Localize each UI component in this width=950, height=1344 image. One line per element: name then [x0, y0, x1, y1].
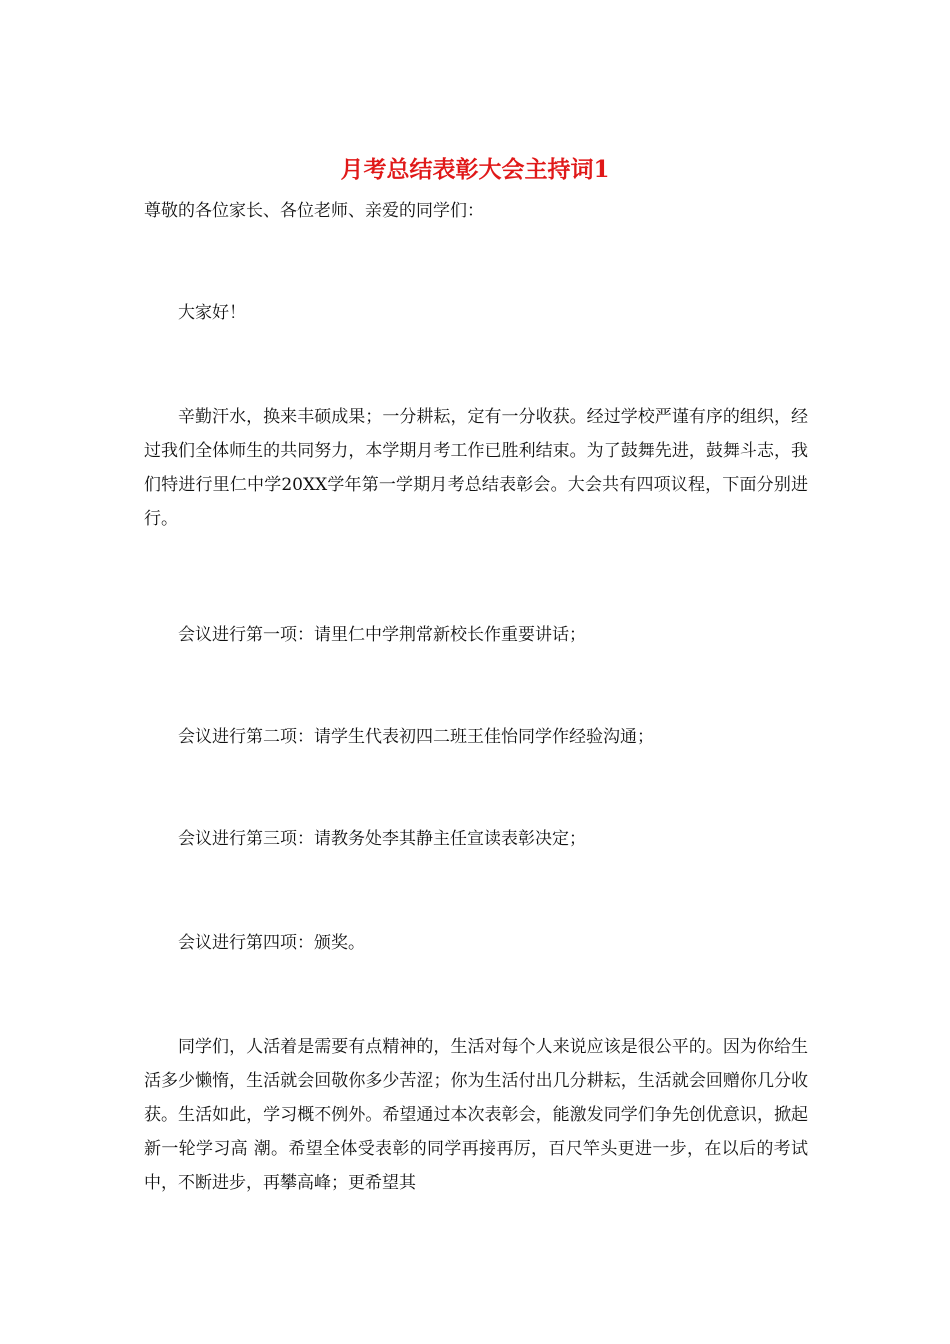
agenda-item-2: 会议进行第二项：请学生代表初四二班王佳怡同学作经验沟通；	[178, 727, 654, 747]
paragraph-closing: 同学们，人活着是需要有点精神的，生活对每个人来说应该是很公平的。因为你给生活多少懒惰，生活就会回敬你多少苦涩；你为生活付出几分耕耘，生活就会回赠你几分收获。生活如此，学习概不例外。希望通过本次表彰会，能激发同学们争先创优意识，掀起新一轮学习高 潮。希望全体受表彰的同学再接再厉，百尺竿头更进一步，在以后的考试中，不断进步，再攀高峰；更希望其	[144, 1037, 808, 1193]
agenda-item-4: 会议进行第四项：颁奖。	[178, 933, 365, 953]
agenda-item-1: 会议进行第一项：请里仁中学荆常新校长作重要讲话；	[178, 625, 586, 645]
document-title: 月考总结表彰大会主持词1	[340, 156, 610, 183]
paragraph-intro: 辛勤汗水，换来丰硕成果；一分耕耘，定有一分收获。经过学校严谨有序的组织，经过我们全体师生的共同努力，本学期月考工作已胜利结束。为了鼓舞先进，鼓舞斗志，我们特进行里仁中学20XX学年第一学期月考总结表彰会。大会共有四项议程，下面分别进行。	[144, 407, 808, 529]
greeting: 大家好！	[178, 303, 246, 323]
agenda-item-3: 会议进行第三项：请教务处李其静主任宣读表彰决定；	[178, 829, 586, 849]
salutation: 尊敬的各位家长、各位老师、亲爱的同学们：	[144, 201, 484, 221]
